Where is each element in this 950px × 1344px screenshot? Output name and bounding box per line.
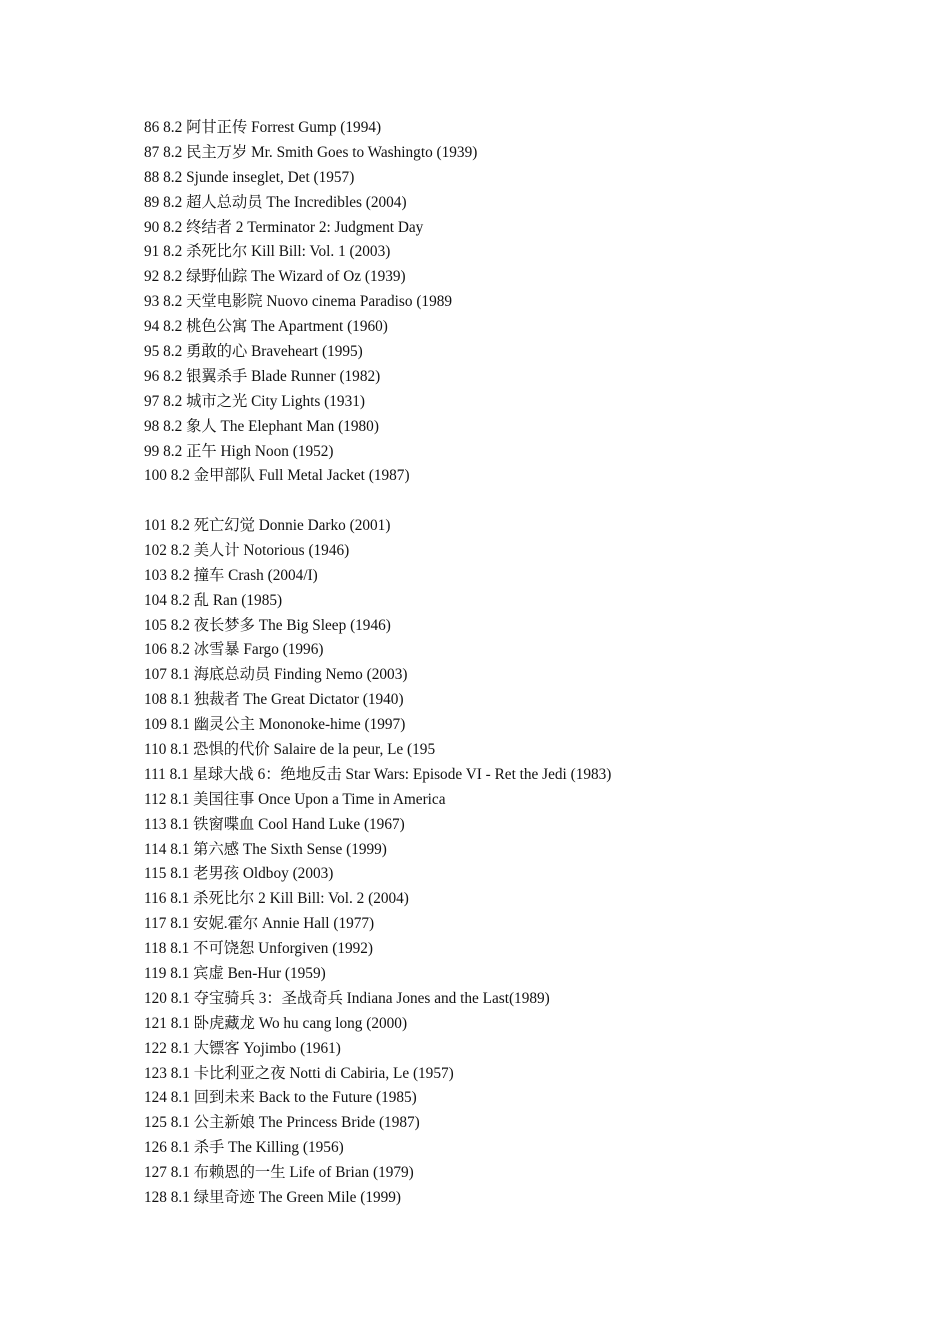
- movie-list-item: 95 8.2 勇敢的心 Braveheart (1995): [144, 343, 363, 361]
- movie-list-item: 124 8.1 回到未来 Back to the Future (1985): [144, 1089, 417, 1107]
- movie-list-item: 119 8.1 宾虚 Ben-Hur (1959): [144, 965, 326, 983]
- movie-list-item: 127 8.1 布赖恩的一生 Life of Brian (1979): [144, 1164, 414, 1182]
- movie-list-item: 106 8.2 冰雪暴 Fargo (1996): [144, 641, 324, 659]
- movie-list-item: 100 8.2 金甲部队 Full Metal Jacket (1987): [144, 467, 410, 485]
- movie-list-item: 102 8.2 美人计 Notorious (1946): [144, 541, 350, 559]
- movie-list-item: 116 8.1 杀死比尔 2 Kill Bill: Vol. 2 (2004): [144, 890, 409, 908]
- movie-list-item: 111 8.1 星球大战 6：绝地反击 Star Wars: Episode VI - Ret the Jedi (1983): [144, 765, 612, 783]
- movie-list-item: 89 8.2 超人总动员 The Incredibles (2004): [144, 193, 407, 211]
- movie-list-item: 86 8.2 阿甘正传 Forrest Gump (1994): [144, 119, 382, 136]
- movie-list-item: 108 8.1 独裁者 The Great Dictator (1940): [144, 691, 404, 709]
- movie-list-item: 115 8.1 老男孩 Oldboy (2003): [144, 865, 334, 883]
- movie-list-item: 112 8.1 美国往事 Once Upon a Time in America: [144, 790, 446, 808]
- movie-list-item: 126 8.1 杀手 The Killing (1956): [144, 1139, 344, 1157]
- movie-list-item: 118 8.1 不可饶恕 Unforgiven (1992): [144, 940, 374, 958]
- movie-list-item: 123 8.1 卡比利亚之夜 Notti di Cabiria, Le (1957): [144, 1064, 454, 1082]
- movie-list-item: 113 8.1 铁窗喋血 Cool Hand Luke (1967): [144, 815, 405, 833]
- movie-list-item: 91 8.2 杀死比尔 Kill Bill: Vol. 1 (2003): [144, 243, 391, 261]
- movie-list-item: 110 8.1 恐惧的代价 Salaire de la peur, Le (195: [144, 741, 436, 759]
- movie-list-item: 103 8.2 撞车 Crash (2004/I): [144, 566, 318, 584]
- movie-list-item: 107 8.1 海底总动员 Finding Nemo (2003): [144, 666, 408, 684]
- movie-list-item: 128 8.1 绿里奇迹 The Green Mile (1999): [144, 1189, 402, 1207]
- movie-list-item: 90 8.2 终结者 2 Terminator 2: Judgment Day: [144, 218, 424, 236]
- movie-list-item: 96 8.2 银翼杀手 Blade Runner (1982): [144, 367, 381, 385]
- movie-list-item: 125 8.1 公主新娘 The Princess Bride (1987): [144, 1114, 420, 1132]
- movie-list-item: 97 8.2 城市之光 City Lights (1931): [144, 392, 365, 410]
- movie-list-item: 94 8.2 桃色公寓 The Apartment (1960): [144, 318, 388, 336]
- movie-list-item: 98 8.2 象人 The Elephant Man (1980): [144, 417, 379, 435]
- movie-list-section-1: [144, 116, 924, 489]
- movie-list-item: 88 8.2 Sjunde inseglet, Det (1957): [144, 168, 355, 186]
- movie-list-item: 87 8.2 民主万岁 Mr. Smith Goes to Washingto (1939): [144, 143, 478, 161]
- movie-list-item: 105 8.2 夜长梦多 The Big Sleep (1946): [144, 616, 391, 634]
- movie-list-section-2: [144, 514, 924, 1211]
- movie-list-item: 99 8.2 正午 High Noon (1952): [144, 442, 334, 460]
- movie-list-item: 104 8.2 乱 Ran (1985): [144, 591, 283, 609]
- movie-list-item: 117 8.1 安妮.霍尔 Annie Hall (1977): [144, 915, 375, 933]
- movie-list-item: 114 8.1 第六感 The Sixth Sense (1999): [144, 840, 387, 858]
- movie-list-item: 92 8.2 绿野仙踪 The Wizard of Oz (1939): [144, 268, 406, 286]
- movie-list-item: 101 8.2 死亡幻觉 Donnie Darko (2001): [144, 517, 391, 534]
- movie-list-item: 120 8.1 夺宝骑兵 3：圣战奇兵 Indiana Jones and the Last(1989): [144, 989, 550, 1007]
- movie-list-item: 121 8.1 卧虎藏龙 Wo hu cang long (2000): [144, 1014, 408, 1032]
- movie-list-item: 93 8.2 天堂电影院 Nuovo cinema Paradiso (1989: [144, 293, 453, 311]
- movie-list-item: 109 8.1 幽灵公主 Mononoke-hime (1997): [144, 716, 406, 734]
- movie-list-item: 122 8.1 大镖客 Yojimbo (1961): [144, 1039, 341, 1057]
